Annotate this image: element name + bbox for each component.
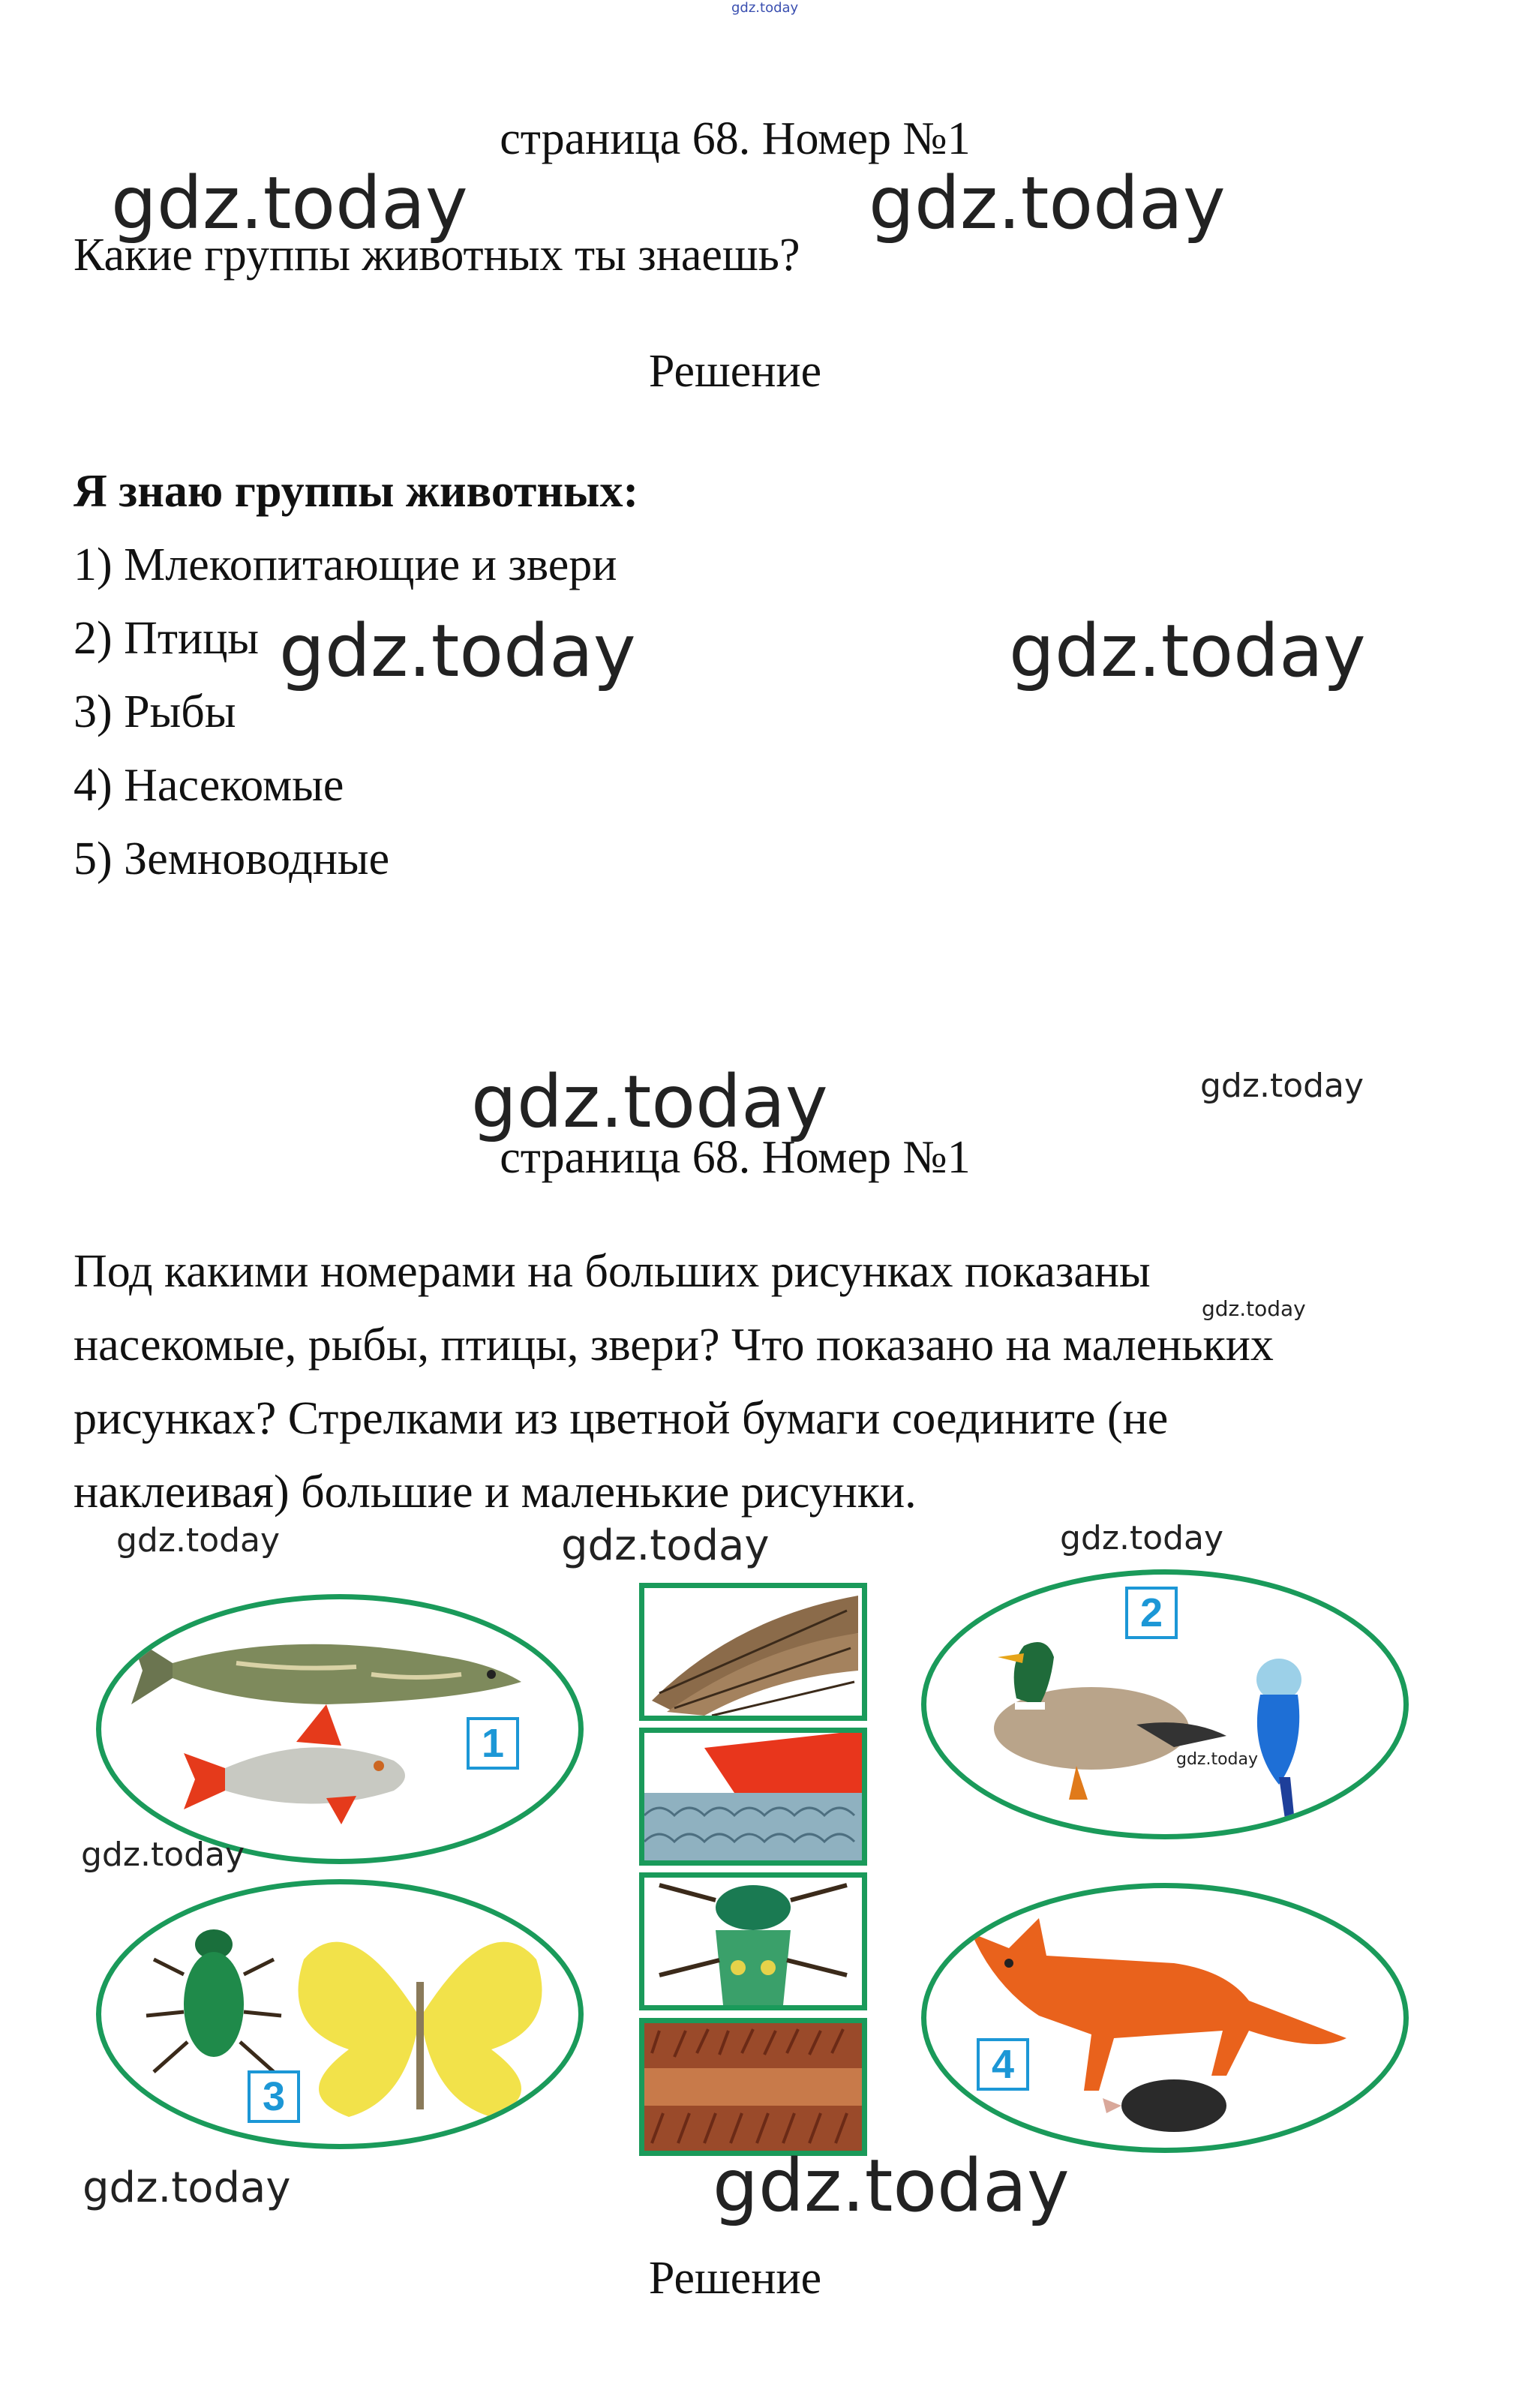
watermark: gdz.today	[116, 1521, 281, 1560]
section2-solution-label: Решение	[648, 2253, 822, 2304]
watermark: gdz.today	[869, 161, 1226, 245]
section1-title: страница 68. Номер №1	[500, 113, 971, 164]
watermark: gdz.today	[279, 609, 636, 693]
mole-icon	[1103, 2079, 1226, 2132]
watermark: gdz.today	[1060, 1519, 1224, 1557]
number-box-2: 2	[1125, 1587, 1178, 1639]
insects-illustration	[101, 1884, 578, 2144]
beetle-icon	[146, 1929, 281, 2072]
watermark: gdz.today	[1176, 1750, 1259, 1769]
budgie-icon	[1256, 1659, 1301, 1830]
section2-title: страница 68. Номер №1	[500, 1132, 971, 1183]
scales-icon	[644, 1733, 862, 1860]
answer-item: 3) Рыбы	[74, 686, 236, 737]
answer-item: 1) Млекопитающие и звери	[74, 539, 617, 590]
tile-scales	[639, 1728, 867, 1866]
tile-beetle	[639, 1872, 867, 2010]
number-box-3: 3	[248, 2070, 300, 2123]
question-line: наклеивая) большие и маленькие рисунки.	[74, 1467, 917, 1518]
answer-item: 4) Насекомые	[74, 760, 344, 811]
butterfly-icon	[299, 1942, 542, 2117]
rudd-icon	[184, 1704, 405, 1824]
tile-feathers	[639, 1583, 867, 1721]
duck-icon	[994, 1642, 1226, 1800]
question-line: рисунках? Стрелками из цветной бумаги соедините (не	[74, 1393, 1169, 1444]
question-line: Под какими номерами на больших рисунках показаны	[74, 1246, 1151, 1297]
tile-fur	[639, 2018, 867, 2156]
watermark: gdz.today	[561, 1521, 770, 1570]
watermark: gdz.today	[1009, 609, 1366, 693]
mammals-illustration	[926, 1888, 1403, 2148]
watermark: gdz.today	[1202, 1296, 1306, 1321]
number-box-1: 1	[467, 1717, 519, 1770]
oval-insects	[96, 1879, 584, 2149]
watermark: gdz.today	[111, 161, 468, 245]
watermark-tiny: gdz.today	[731, 0, 799, 16]
section1-solution-label: Решение	[648, 346, 822, 397]
fur-icon	[644, 2023, 862, 2151]
number-box-4: 4	[977, 2038, 1029, 2091]
beetle-closeup-icon	[644, 1878, 862, 2005]
watermark: gdz.today	[83, 2163, 291, 2212]
answer-item: 2) Птицы	[74, 613, 260, 664]
answer-heading: Я знаю группы животных:	[74, 466, 639, 517]
watermark: gdz.today	[471, 1060, 828, 1144]
answer-item: 5) Земноводные	[74, 833, 390, 884]
question-line: насекомые, рыбы, птицы, звери? Что показано на маленьких	[74, 1320, 1274, 1371]
watermark: gdz.today	[1200, 1067, 1364, 1105]
pike-icon	[131, 1637, 521, 1704]
watermark: gdz.today	[81, 1836, 245, 1874]
feathers-icon	[644, 1588, 862, 1716]
section1-question: Какие группы животных ты знаешь?	[74, 230, 800, 281]
watermark: gdz.today	[713, 2144, 1070, 2228]
oval-mammals	[921, 1883, 1409, 2153]
